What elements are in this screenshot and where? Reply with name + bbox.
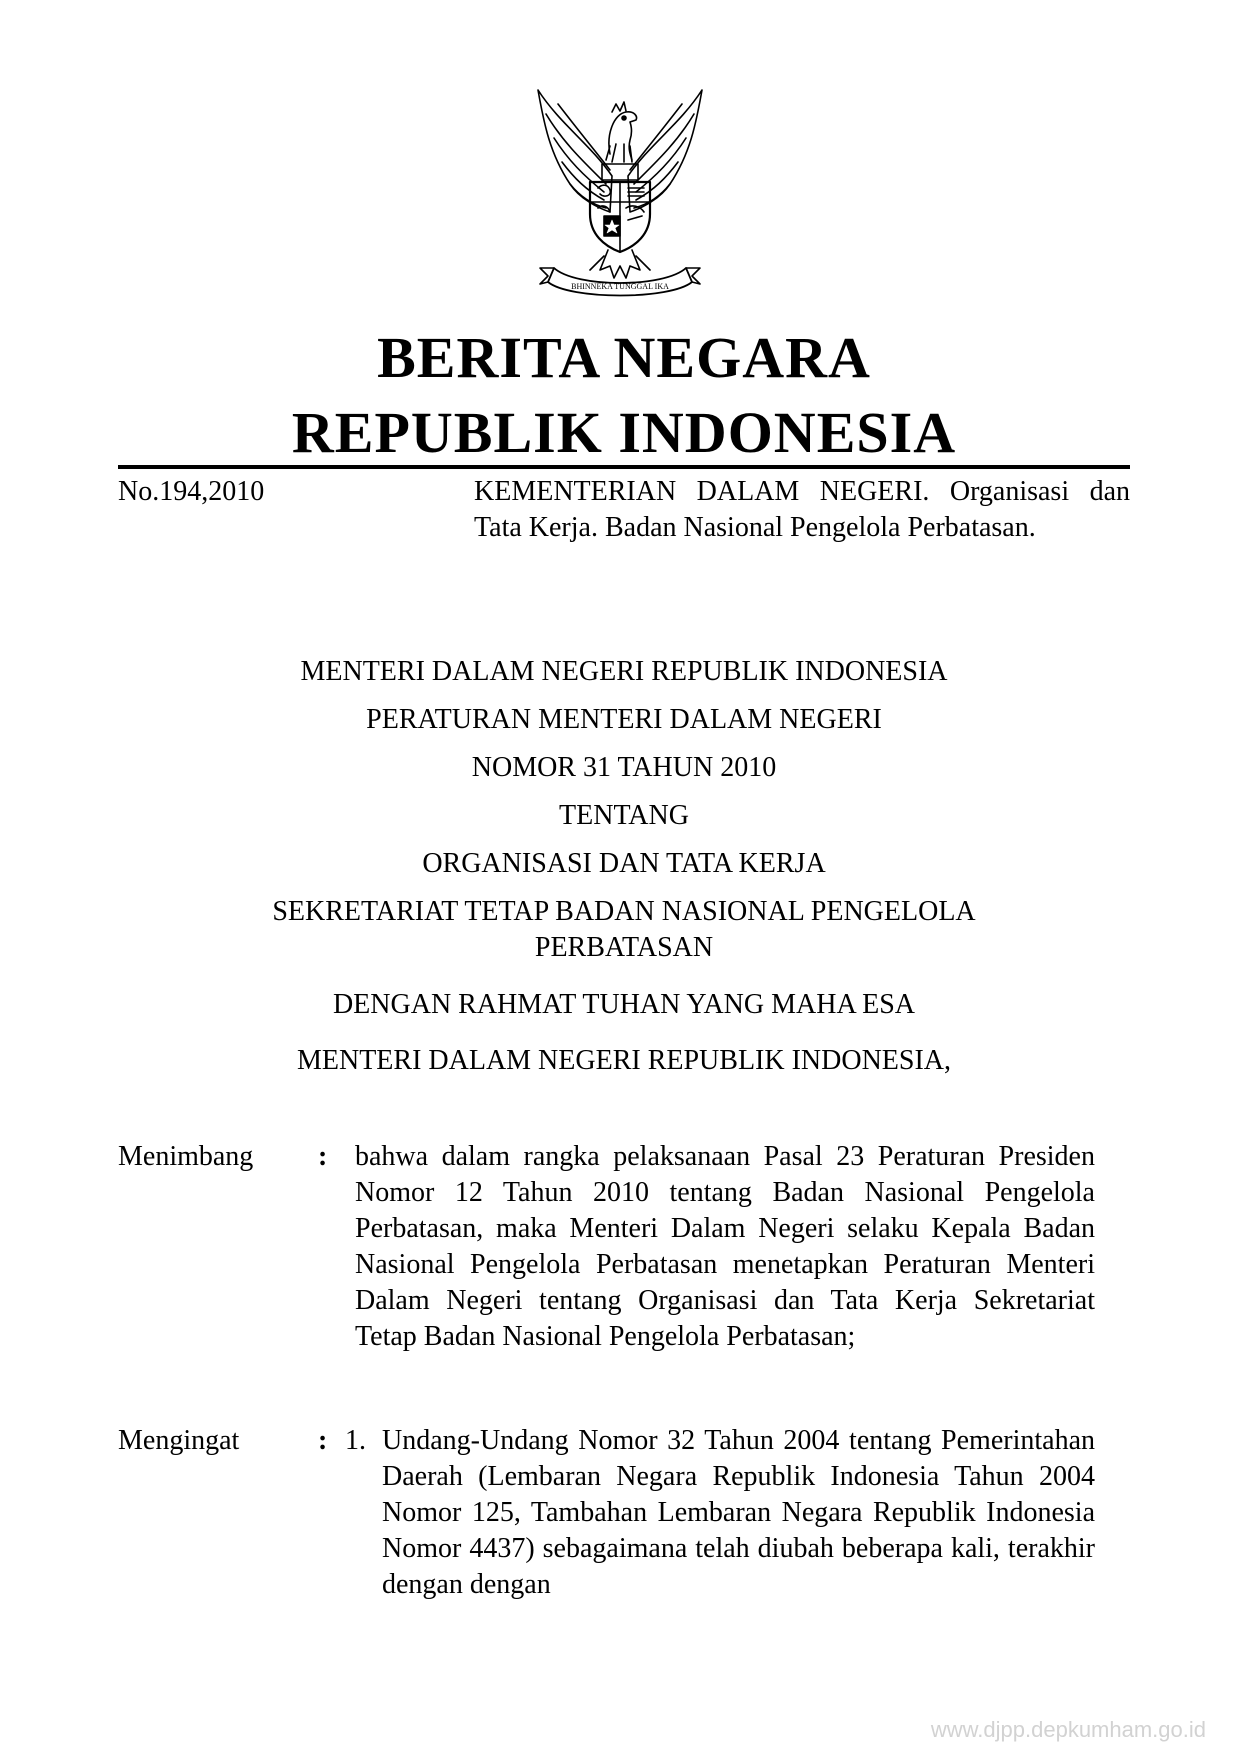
issue-number: No.194,2010: [118, 476, 265, 507]
about-heading: TENTANG: [559, 800, 689, 831]
recalling-label: Mengingat: [118, 1425, 240, 1456]
gazette-title-line-2: REPUBLIK INDONESIA: [291, 400, 957, 465]
footer-watermark-url: www.djpp.depkumham.go.id: [930, 1717, 1206, 1742]
masthead-divider: [118, 465, 1130, 469]
gazette-title-line-1: BERITA NEGARA: [377, 325, 871, 390]
enacting-authority-heading: MENTERI DALAM NEGERI REPUBLIK INDONESIA,: [296, 1045, 952, 1076]
svg-text:BHINNEKA TUNGGAL IKA: BHINNEKA TUNGGAL IKA: [571, 282, 669, 291]
subject-heading-line-3: PERBATASAN: [534, 932, 714, 963]
considering-label: Menimbang: [118, 1141, 254, 1172]
subject-heading-line-2: SEKRETARIAT TETAP BADAN NASIONAL PENGELOLA: [272, 896, 976, 927]
issue-summary: KEMENTERIAN DALAM NEGERI. Organisasi dan Tata Kerja. Badan Nasional Pengelola Perbatasan.: [474, 476, 1130, 543]
regulation-type-heading: PERATURAN MENTERI DALAM NEGERI: [366, 704, 882, 735]
recalling-item-text: Undang-Undang Nomor 32 Tahun 2004 tentang Pemerintahan Daerah (Lembaran Negara Republik Indonesia Tahun 2004 Nomor 125, Tambahan Lembaran Negara Republik Indonesia Nomor 4437) sebagaimana telah diubah beberapa kali, terakhir dengan dengan: [382, 1425, 1095, 1600]
regulation-number-heading: NOMOR 31 TAHUN 2010: [471, 752, 777, 783]
issuer-heading: MENTERI DALAM NEGERI REPUBLIK INDONESIA: [300, 656, 948, 687]
recalling-item-number: 1.: [345, 1425, 366, 1456]
garuda-pancasila-emblem-icon: [520, 84, 720, 302]
considering-text: bahwa dalam rangka pelaksanaan Pasal 23 Peraturan Presiden Nomor 12 Tahun 2010 tentang Badan Nasional Pengelola Perbatasan, maka Menteri Dalam Negeri selaku Kepala Badan Nasional Pengelola Perbatasan menetapkan Peraturan Menteri Dalam Negeri tentang Organisasi dan Tata Kerja Sekretariat Tetap Badan Nasional Pengelola Perbatasan;: [355, 1141, 1095, 1352]
invocation-heading: DENGAN RAHMAT TUHAN YANG MAHA ESA: [332, 989, 916, 1020]
subject-heading-line-1: ORGANISASI DAN TATA KERJA: [422, 848, 826, 879]
recalling-colon: :: [318, 1425, 328, 1456]
considering-colon: :: [318, 1141, 328, 1172]
